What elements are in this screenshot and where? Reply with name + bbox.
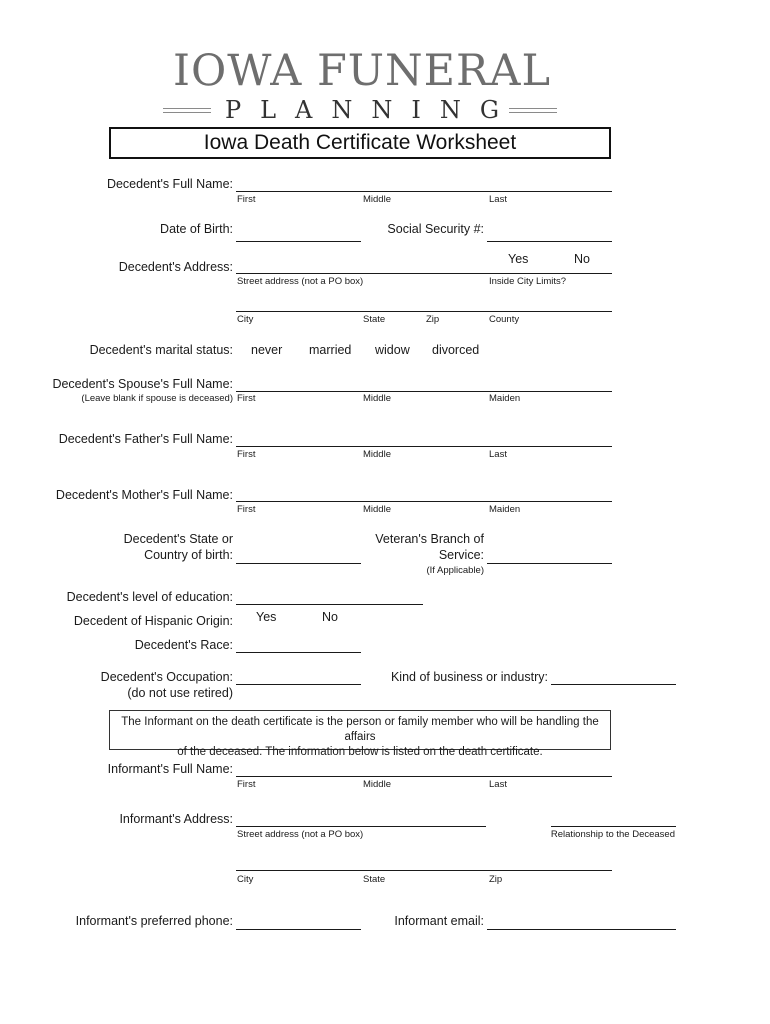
sublabel-first: First <box>237 779 256 790</box>
informant-phone-field[interactable] <box>236 929 361 930</box>
decedent-city-field[interactable] <box>236 311 612 312</box>
sublabel-city: City <box>237 314 254 325</box>
sublabel-state: State <box>363 874 386 885</box>
sublabel-inside-city: Inside City Limits? <box>489 276 567 287</box>
brand-subtitle: PLANNING <box>224 96 519 124</box>
spouse-name-label: Decedent's Spouse's Full Name: <box>52 377 233 391</box>
veteran-label-line2: Service: <box>438 548 484 562</box>
sublabel-last: Last <box>489 194 507 205</box>
informant-address-label: Informant's Address: <box>119 812 233 826</box>
hispanic-yes[interactable]: Yes <box>256 610 277 624</box>
business-field[interactable] <box>551 684 676 685</box>
sublabel-middle: Middle <box>363 194 391 205</box>
sublabel-zip: Zip <box>426 314 440 325</box>
hispanic-origin-label: Decedent of Hispanic Origin: <box>73 614 233 628</box>
mother-name-label: Decedent's Mother's Full Name: <box>55 488 233 502</box>
decedent-name-label: Decedent's Full Name: <box>106 177 233 191</box>
sublabel-state: State <box>363 314 386 325</box>
education-field[interactable] <box>236 604 423 605</box>
sublabel-street: Street address (not a PO box) <box>237 829 364 840</box>
father-name-label: Decedent's Father's Full Name: <box>58 432 233 446</box>
sublabel-last: Last <box>489 779 507 790</box>
marital-option-never[interactable]: never <box>251 343 283 357</box>
dob-label: Date of Birth: <box>160 222 233 236</box>
ssn-label: Social Security #: <box>387 222 484 236</box>
veteran-label-line1: Veteran's Branch of <box>375 532 484 546</box>
sublabel-first: First <box>237 194 256 205</box>
informant-street-field[interactable] <box>236 826 486 827</box>
birth-state-label-line1: Decedent's State or <box>123 532 233 546</box>
sublabel-maiden: Maiden <box>489 393 521 404</box>
informant-note-line2: of the deceased. The information below is listed on the death certificate. <box>177 746 543 758</box>
marital-option-married[interactable]: married <box>309 343 352 357</box>
birth-state-label-line2: Country of birth: <box>144 548 233 562</box>
marital-status-label: Decedent's marital status: <box>89 343 233 357</box>
sublabel-middle: Middle <box>363 393 391 404</box>
education-label: Decedent's level of education: <box>66 590 233 604</box>
spouse-name-field[interactable] <box>236 391 612 392</box>
sublabel-relationship: Relationship to the Deceased <box>550 829 675 840</box>
veteran-branch-field[interactable] <box>487 563 612 564</box>
race-field[interactable] <box>236 652 361 653</box>
occupation-label-line2: (do not use retired) <box>127 686 233 700</box>
sublabel-first: First <box>237 393 256 404</box>
inside-city-yes[interactable]: Yes <box>508 252 529 266</box>
informant-name-label: Informant's Full Name: <box>107 762 233 776</box>
sublabel-first: First <box>237 449 256 460</box>
informant-name-field[interactable] <box>236 776 612 777</box>
occupation-field[interactable] <box>236 684 361 685</box>
business-label: Kind of business or industry: <box>390 670 548 684</box>
marital-option-widow[interactable]: widow <box>375 343 410 357</box>
informant-email-label: Informant email: <box>394 914 484 928</box>
worksheet-title: Iowa Death Certificate Worksheet <box>109 127 611 159</box>
sublabel-first: First <box>237 504 256 515</box>
occupation-label-line1: Decedent's Occupation: <box>100 670 233 684</box>
decedent-street-field[interactable] <box>236 273 612 274</box>
relationship-field[interactable] <box>551 826 676 827</box>
informant-email-field[interactable] <box>487 929 676 930</box>
sublabel-zip: Zip <box>489 874 503 885</box>
informant-note-box <box>109 710 611 758</box>
inside-city-no[interactable]: No <box>574 252 590 266</box>
sublabel-county: County <box>489 314 520 325</box>
hispanic-no[interactable]: No <box>322 610 338 624</box>
sublabel-middle: Middle <box>363 449 391 460</box>
sublabel-city: City <box>237 874 254 885</box>
father-name-field[interactable] <box>236 446 612 447</box>
dob-field[interactable] <box>236 241 361 242</box>
sublabel-maiden: Maiden <box>489 504 521 515</box>
informant-note-line1: The Informant on the death certificate is the person or family member who will be handling the affairs <box>121 716 599 743</box>
sublabel-street: Street address (not a PO box) <box>237 276 364 287</box>
veteran-note: (If Applicable) <box>426 565 484 576</box>
birth-state-field[interactable] <box>236 563 361 564</box>
sublabel-middle: Middle <box>363 779 391 790</box>
marital-option-divorced[interactable]: divorced <box>432 343 480 357</box>
mother-name-field[interactable] <box>236 501 612 502</box>
decedent-address-label: Decedent's Address: <box>118 260 233 274</box>
sublabel-last: Last <box>489 449 507 460</box>
sublabel-middle: Middle <box>363 504 391 515</box>
decedent-name-field[interactable] <box>236 191 612 192</box>
ssn-field[interactable] <box>487 241 612 242</box>
informant-city-field[interactable] <box>236 870 612 871</box>
spouse-note: (Leave blank if spouse is deceased) <box>81 393 233 404</box>
informant-phone-label: Informant's preferred phone: <box>75 914 233 928</box>
race-label: Decedent's Race: <box>134 638 233 652</box>
brand-title: IOWA FUNERAL <box>172 46 552 96</box>
